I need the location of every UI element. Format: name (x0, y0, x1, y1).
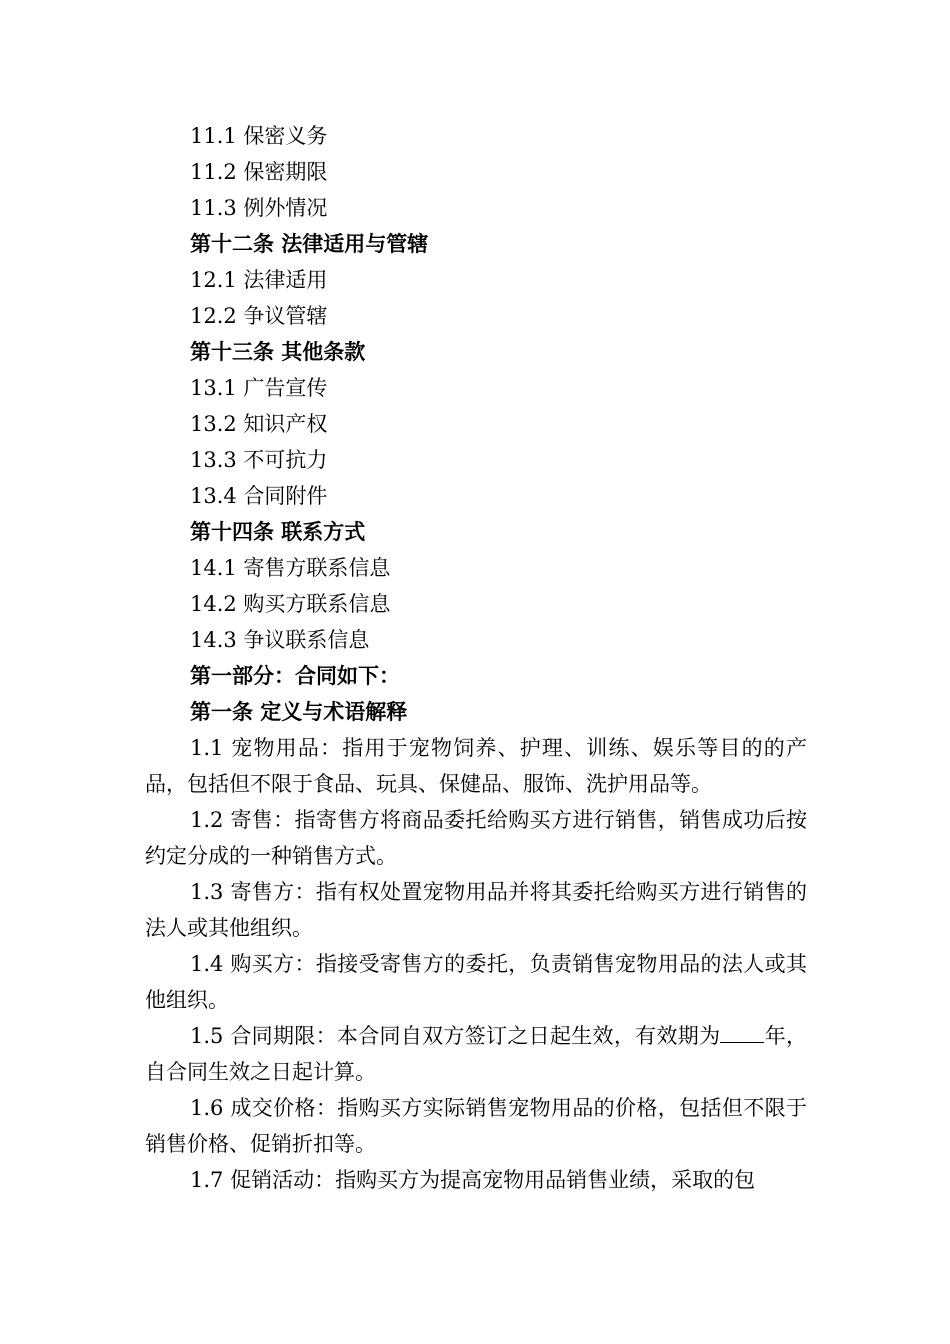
toc-item: 12.2 争议管辖 (190, 304, 328, 328)
toc-item: 11.3 例外情况 (190, 196, 328, 220)
clause-paragraph: 1.2 寄售：指寄售方将商品委托给购买方进行销售，销售成功后按约定分成的一种销售方式。 (145, 808, 807, 868)
clause-text: 年，自合同生效之日起计算。 (145, 1024, 807, 1084)
toc-item: 13.1 广告宣传 (190, 376, 328, 400)
toc-item: 12.1 法律适用 (190, 268, 328, 292)
article-heading: 第十二条 法律适用与管辖 (190, 231, 429, 256)
clause-paragraph: 1.1 宠物用品：指用于宠物饲养、护理、训练、娱乐等目的的产品，包括但不限于食品、玩具、保健品、服饰、洗护用品等。 (145, 736, 807, 796)
toc-item: 11.1 保密义务 (190, 124, 328, 148)
part-heading: 第一部分：合同如下： (190, 663, 400, 688)
document-body (145, 118, 807, 1198)
fill-in-blank (720, 1024, 764, 1043)
clause-paragraph: 1.7 促销活动：指购买方为提高宠物用品销售业绩，采取的包 (190, 1168, 756, 1192)
toc-item: 14.1 寄售方联系信息 (190, 556, 391, 580)
article-heading: 第一条 定义与术语解释 (190, 699, 408, 724)
toc-item: 13.4 合同附件 (190, 484, 328, 508)
toc-item: 14.2 购买方联系信息 (190, 592, 391, 616)
toc-item: 14.3 争议联系信息 (190, 628, 370, 652)
article-heading: 第十四条 联系方式 (190, 519, 366, 544)
toc-item: 11.2 保密期限 (190, 160, 328, 184)
article-heading: 第十三条 其他条款 (190, 339, 366, 364)
toc-item: 13.3 不可抗力 (190, 448, 328, 472)
clause-text: 1.5 合同期限：本合同自双方签订之日起生效，有效期为 (190, 1024, 721, 1048)
clause-paragraph: 1.3 寄售方：指有权处置宠物用品并将其委托给购买方进行销售的法人或其他组织。 (145, 880, 807, 940)
clause-paragraph: 1.4 购买方：指接受寄售方的委托，负责销售宠物用品的法人或其他组织。 (145, 952, 807, 1012)
clause-paragraph: 1.6 成交价格：指购买方实际销售宠物用品的价格，包括但不限于销售价格、促销折扣等。 (145, 1096, 807, 1156)
toc-item: 13.2 知识产权 (190, 412, 328, 436)
clause-paragraph (145, 1018, 807, 1090)
